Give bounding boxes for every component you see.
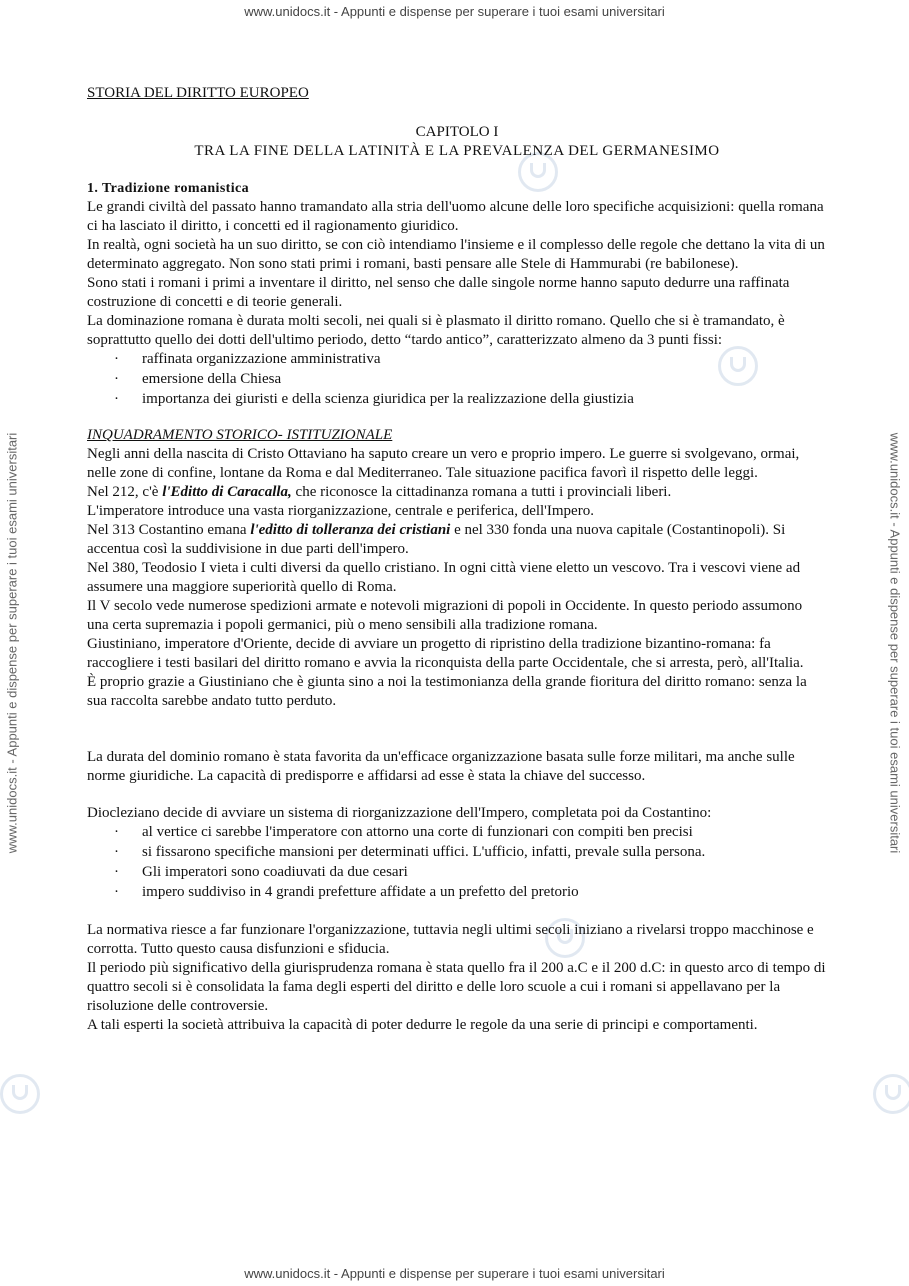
spacer <box>87 711 827 748</box>
paragraph: La durata del dominio romano è stata favorita da un'efficace organizzazione basata sulle forze militari, ma anche sulle norme giuridiche. La capacità di predisporre e affidarsi ad esse è stata la chiave del successo. <box>87 749 795 784</box>
bullet-list <box>87 350 827 409</box>
header-watermark: www.unidocs.it - Appunti e dispense per superare i tuoi esami universitari <box>244 4 665 19</box>
paragraph: La normativa riesce a far funzionare l'organizzazione, tuttavia negli ultimi secoli iniziano a rivelarsi troppo macchinose e corrotta. Tutto questo causa disfunzioni e sfiducia. <box>87 922 814 957</box>
paragraph: L'imperatore introduce una vasta riorganizzazione, centrale e periferica, dell'Impero. <box>87 503 594 519</box>
chapter-subtitle: TRA LA FINE DELLA LATINITÀ E LA PREVALENZA DEL GERMANESIMO <box>194 143 720 159</box>
paragraph: In realtà, ogni società ha un suo diritto, se con ciò intendiamo l'insieme e il complesso delle regole che dettano la vita di un determinato aggregato. Non sono stati primi i romani, basti pensare alle Stele di Hammurabi (re babilonese). <box>87 237 825 272</box>
spacer <box>87 786 827 804</box>
list-item: · Gli imperatori sono coadiuvati da due cesari <box>114 863 827 882</box>
paragraph: Il periodo più significativo della giurisprudenza romana è stata quello fra il 200 a.C e il 200 d.C: in questo arco di tempo di quattro secoli si è consolidata la fama degli esperti del diritto e delle loro scuole a cui i romani si appellavano per la risoluzione delle controversie. <box>87 960 826 1014</box>
section-heading: 1. Tradizione romanistica <box>87 181 250 196</box>
paragraph: È proprio grazie a Giustiniano che è giunta sino a noi la testimonianza della grande fioritura del diritto romano: senza la sua raccolta sarebbe andato tutto perduto. <box>87 674 807 709</box>
text-run: che riconosce la cittadinanza romana a tutti i provinciali liberi. <box>291 484 672 500</box>
subsection-heading: INQUADRAMENTO STORICO- ISTITUZIONALE <box>87 427 393 443</box>
list-item: · al vertice ci sarebbe l'imperatore con attorno una corte di funzionari con compiti ben precisi <box>114 823 827 842</box>
paragraph <box>87 483 827 502</box>
paragraph: Giustiniano, imperatore d'Oriente, decide di avviare un progetto di ripristino della tradizione bizantino-romana: fa raccogliere i testi basilari del diritto romano e avvia la riconquista della parte Occidentale, che si arresta, però, all'Italia. <box>87 636 804 671</box>
footer-watermark: www.unidocs.it - Appunti e dispense per superare i tuoi esami universitari <box>244 1266 665 1281</box>
text-run: Nel 212, c'è <box>87 484 163 500</box>
chapter-number: CAPITOLO I <box>415 124 499 140</box>
paragraph <box>87 521 827 559</box>
unidocs-logo-icon <box>0 1074 40 1114</box>
paragraph: Le grandi civiltà del passato hanno tramandato alla stria dell'uomo alcune delle loro specifiche acquisizioni: quella romana ci ha lasciato il diritto, i concetti ed il ragionamento giuridico. <box>87 199 824 234</box>
list-item: · impero suddiviso in 4 grandi prefetture affidate a un prefetto del pretorio <box>114 883 827 902</box>
text-run: Nel 313 Costantino emana <box>87 522 251 538</box>
document-body <box>87 84 827 1035</box>
list-item: · si fissarono specifiche mansioni per determinati uffici. L'ufficio, infatti, prevale sulla persona. <box>114 843 827 862</box>
left-side-watermark: www.unidocs.it - Appunti e dispense per superare i tuoi esami universitari <box>4 432 20 854</box>
unidocs-logo-icon <box>873 1074 909 1114</box>
list-item: · emersione della Chiesa <box>114 370 827 389</box>
document-title: STORIA DEL DIRITTO EUROPEO <box>87 85 309 101</box>
paragraph: La dominazione romana è durata molti secoli, nei quali si è plasmato il diritto romano. Quello che si è tramandato, è soprattutto quello dei dotti dell'ultimo periodo, detto “tardo antico”, caratterizzato almeno da 3 punti fissi: <box>87 313 785 348</box>
paragraph: Sono stati i romani i primi a inventare il diritto, nel senso che dalle singole norme hanno saputo dedurre una raffinata costruzione di concetti e di teorie generali. <box>87 275 790 310</box>
emphasis-text: l'Editto di Caracalla, <box>162 484 292 500</box>
paragraph: Il V secolo vede numerose spedizioni armate e notevoli migrazioni di popoli in Occidente. In questo periodo assumono una certa supremazia i popoli germanici, più o meno sensibili alla tradizione romana. <box>87 598 803 633</box>
bullet-list <box>87 823 827 902</box>
paragraph: Negli anni della nascita di Cristo Ottaviano ha saputo creare un vero e proprio impero. Le guerre si svolgevano, ormai, nelle zone di confine, lontane da Roma e dal Mediterraneo. Tale situazione pacifica favorì il rispetto delle leggi. <box>87 446 800 481</box>
paragraph: Diocleziano decide di avviare un sistema di riorganizzazione dell'Impero, completata poi da Costantino: <box>87 805 712 821</box>
list-item: · raffinata organizzazione amministrativa <box>114 350 827 369</box>
spacer <box>87 903 827 921</box>
paragraph: A tali esperti la società attribuiva la capacità di poter dedurre le regole da una serie di principi e comportamenti. <box>87 1017 758 1033</box>
paragraph: Nel 380, Teodosio I vieta i culti diversi da quello cristiano. In ogni città viene eletto un vescovo. Tra i vescovi viene ad assumere una maggiore superiorità quello di Roma. <box>87 560 801 595</box>
list-item: · importanza dei giuristi e della scienza giuridica per la realizzazione della giustizia <box>114 390 827 409</box>
right-side-watermark: www.unidocs.it - Appunti e dispense per superare i tuoi esami universitari <box>887 432 903 854</box>
text-run: e nel 330 fonda una nuova capitale (Costantinopoli). Si accentua così la suddivisione in due parti dell'impero. <box>87 522 786 557</box>
emphasis-text: l'editto di tolleranza dei cristiani <box>250 522 451 538</box>
